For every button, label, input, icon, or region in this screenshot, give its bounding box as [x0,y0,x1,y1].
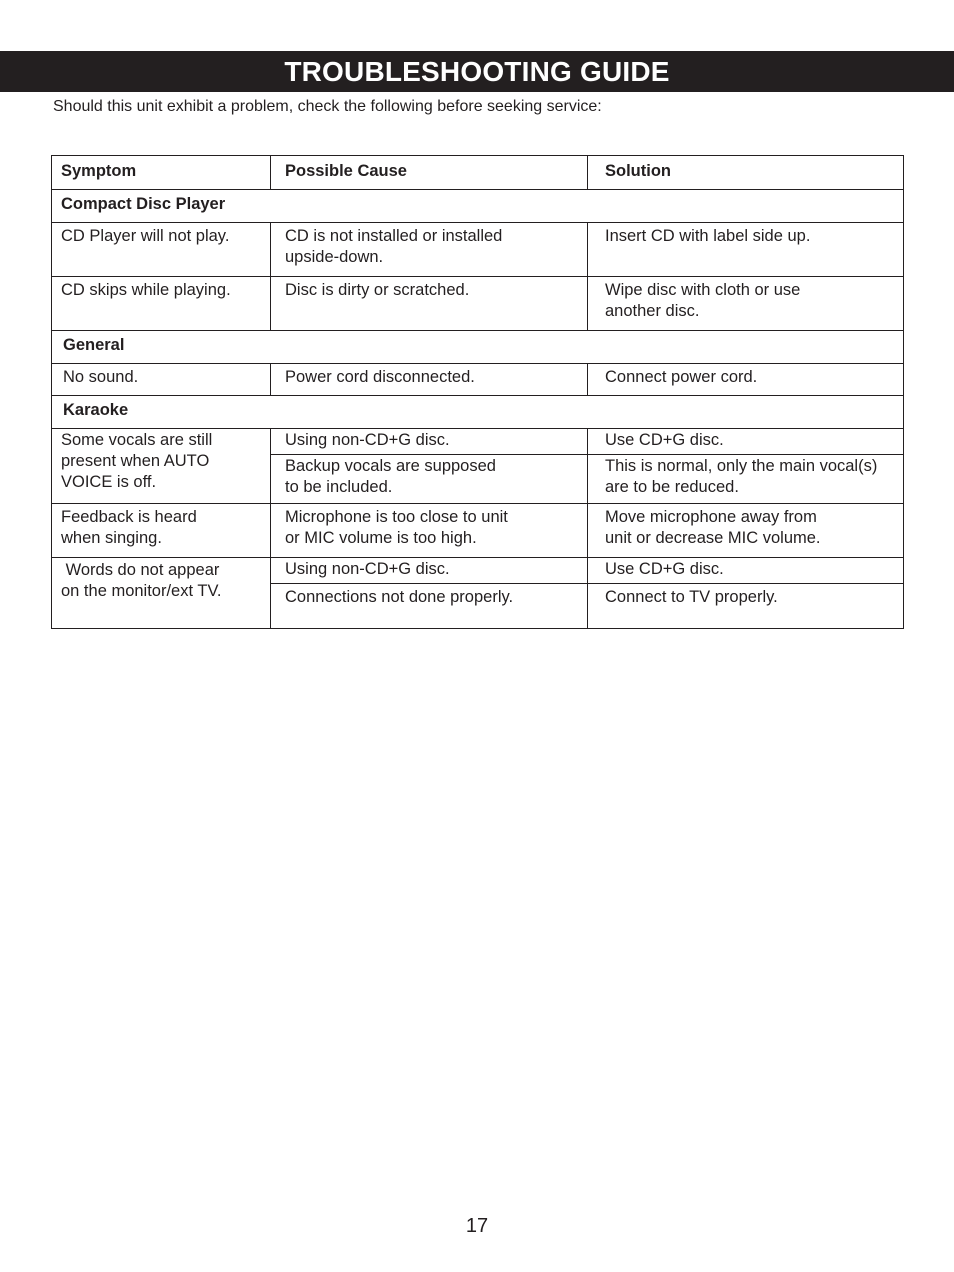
solution-text: Connect to TV properly. [605,588,778,606]
solution-text: Use CD+G disc. [605,560,724,578]
solution-text: are to be reduced. [605,478,739,496]
cause-cell [271,455,588,504]
solution-cell [588,504,904,558]
table-row [52,558,904,584]
cause-text: CD is not installed or installed [285,227,503,245]
solution-text: Use CD+G disc. [605,431,724,449]
symptom-text: on the monitor/ext TV. [61,582,222,600]
troubleshooting-table [51,155,904,629]
solution-cell [588,364,904,396]
symptom-cell [52,364,271,396]
solution-text: Connect power cord. [605,368,758,386]
section-row-karaoke [52,396,904,429]
table-row [52,364,904,396]
symptom-text: Feedback is heard [61,508,197,526]
cause-text: Backup vocals are supposed [285,457,496,475]
page-title: TROUBLESHOOTING GUIDE [0,51,954,92]
cause-cell [271,504,588,558]
symptom-cell [52,558,271,629]
cause-cell [271,429,588,455]
solution-cell [588,584,904,629]
cause-cell [271,223,588,277]
solution-text: Insert CD with label side up. [605,227,811,245]
section-title: General [52,331,904,364]
intro-text: Should this unit exhibit a problem, check the following before seeking service: [53,98,602,115]
cause-text: Microphone is too close to unit [285,508,508,526]
cause-text: Using non-CD+G disc. [285,560,450,578]
section-row-compact-disc-player [52,190,904,223]
cause-text: Power cord disconnected. [285,368,475,386]
solution-text: unit or decrease MIC volume. [605,529,821,547]
solution-text: Move microphone away from [605,508,817,526]
symptom-text: VOICE is off. [61,473,157,491]
solution-cell [588,455,904,504]
solution-cell [588,429,904,455]
solution-text: another disc. [605,302,700,320]
cause-text: Disc is dirty or scratched. [285,281,470,299]
solution-text: Wipe disc with cloth or use [605,281,801,299]
section-row-general [52,331,904,364]
symptom-cell [52,277,271,331]
table-row [52,504,904,558]
cause-text: Connections not done properly. [285,588,514,606]
symptom-text: CD skips while playing. [61,281,231,299]
symptom-text: Some vocals are still [61,431,213,449]
section-title: Compact Disc Player [52,190,904,223]
cause-text: upside-down. [285,248,384,266]
header-symptom: Symptom [52,156,271,190]
solution-cell [588,558,904,584]
cause-cell [271,584,588,629]
table-row [52,277,904,331]
solution-cell [588,223,904,277]
symptom-text: when singing. [61,529,162,547]
symptom-text: Words do not appear [61,561,220,579]
cause-text: or MIC volume is too high. [285,529,477,547]
section-title: Karaoke [52,396,904,429]
page-number: 17 [465,1215,489,1237]
symptom-cell [52,504,271,558]
cause-cell [271,558,588,584]
symptom-cell [52,223,271,277]
table-row [52,223,904,277]
solution-text: This is normal, only the main vocal(s) [605,457,878,475]
header-possible-cause: Possible Cause [271,156,588,190]
symptom-text: CD Player will not play. [61,227,230,245]
table-row [52,429,904,455]
symptom-text: present when AUTO [61,452,210,470]
cause-text: to be included. [285,478,393,496]
table-header-row [52,156,904,190]
cause-text: Using non-CD+G disc. [285,431,450,449]
symptom-text: No sound. [63,368,139,386]
header-solution: Solution [588,156,904,190]
cause-cell [271,364,588,396]
symptom-cell [52,429,271,504]
solution-cell [588,277,904,331]
cause-cell [271,277,588,331]
